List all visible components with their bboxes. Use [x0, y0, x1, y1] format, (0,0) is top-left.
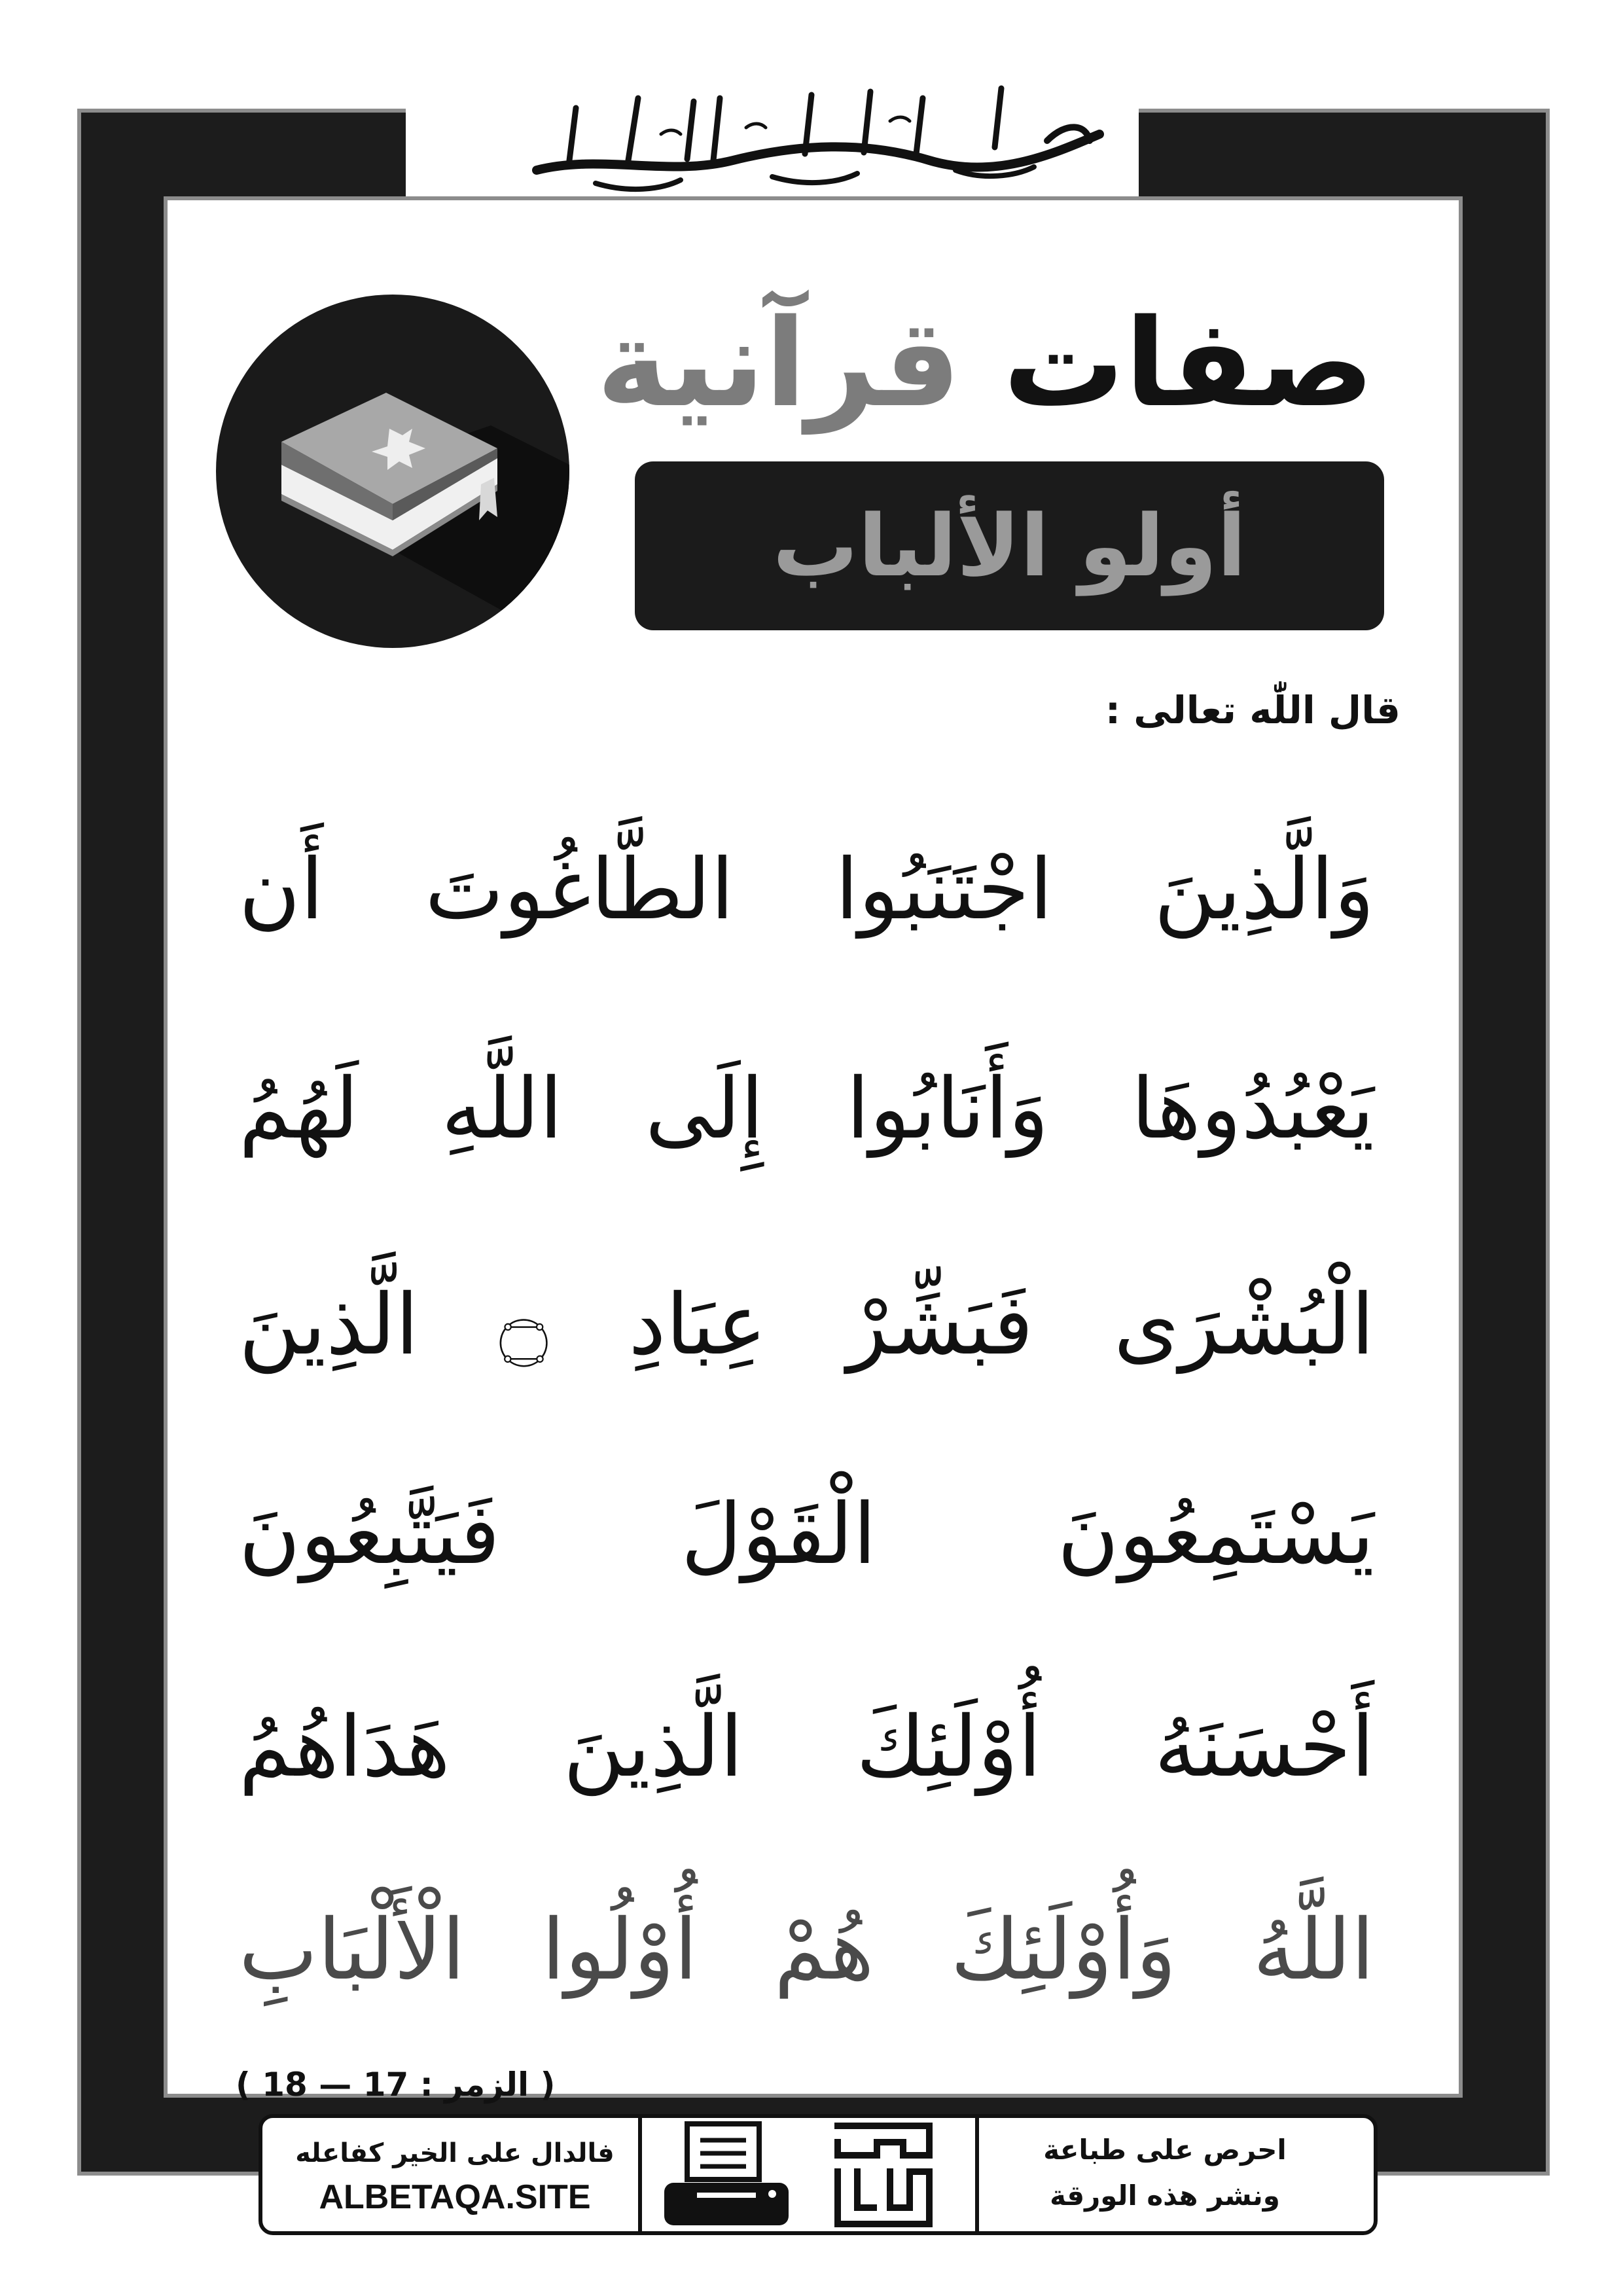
subtitle: أولو الألباب	[772, 496, 1247, 596]
verse-line: أَحْسَنَهُ أُوْلَئِكَ الَّذِينَ هَدَاهُمُ	[239, 1698, 1374, 1796]
verse-intro: قال اللّٰه تعالى :	[1105, 688, 1400, 732]
footer-divider	[638, 2118, 642, 2231]
verse-line: وَالَّذِينَ اجْتَنَبُوا الطَّاغُوتَ أَن	[239, 841, 1374, 939]
footer-print-line2: ونشر هذه الورقة	[1050, 2179, 1280, 2212]
surah-reference: ( الزمر : 17 — 18 )	[236, 2066, 556, 2104]
verse-line: يَسْتَمِعُونَ الْقَوْلَ فَيَتَّبِعُونَ	[239, 1486, 1374, 1583]
footer-print-line1: احرص على طباعة	[1043, 2134, 1287, 2166]
page-title	[596, 293, 1374, 434]
footer-divider	[975, 2118, 979, 2231]
title-word-2: قرآنية	[596, 293, 961, 434]
quran-book-icon	[216, 295, 569, 648]
footer-site: ALBETAQA.SITE	[319, 2178, 591, 2216]
footer-print-note	[982, 2127, 1348, 2225]
verse-line: الْبُشْرَى فَبَشِّرْ عِبَادِ ۝ الَّذِينَ	[239, 1276, 1374, 1374]
bismillah-calligraphy	[497, 62, 1126, 200]
footer-proverb: فالدال على الخير كفاعله	[295, 2138, 615, 2168]
verse-line: يَعْبُدُوهَا وَأَنَابُوا إِلَى اللَّهِ لَهُمُ	[239, 1060, 1374, 1158]
printer-icon	[661, 2121, 792, 2229]
dawat-alwaraqa-logo	[831, 2119, 936, 2231]
verse-line: اللَّهُ وَأُوْلَئِكَ هُمْ أُوْلُوا الْأَلْبَابِ	[239, 1901, 1374, 1999]
title-word-1: صفات	[1003, 293, 1374, 434]
